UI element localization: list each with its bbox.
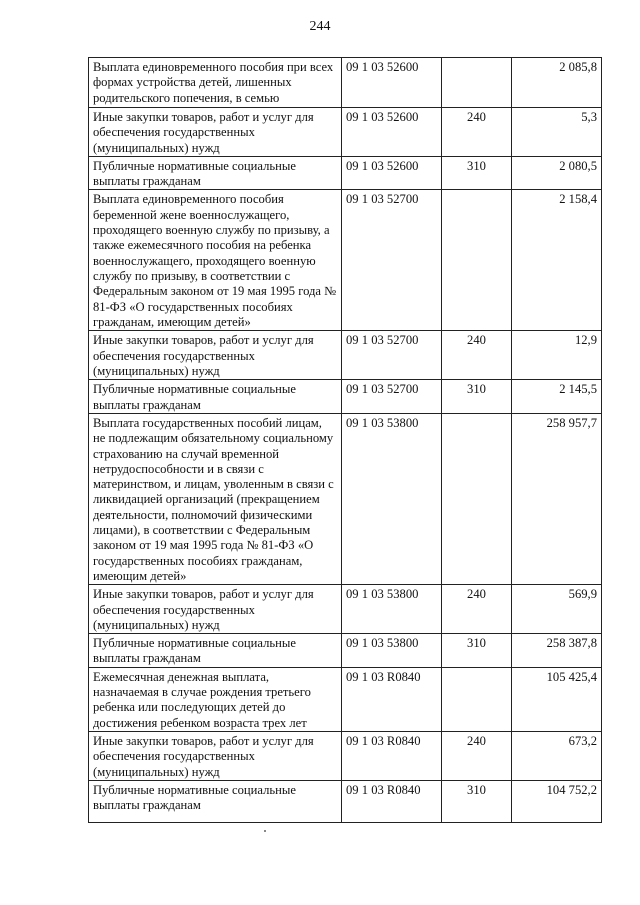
row-sum: 104 752,2 <box>512 780 602 822</box>
row-sum: 673,2 <box>512 731 602 780</box>
table-row <box>89 380 602 414</box>
row-type: 310 <box>442 156 512 190</box>
table-row <box>89 780 602 822</box>
row-code: 09 1 03 R0840 <box>342 667 442 731</box>
row-sum: 258 387,8 <box>512 634 602 668</box>
row-name: Публичные нормативные социальные выплаты гражданам <box>89 156 342 190</box>
page-number: 244 <box>309 19 331 34</box>
row-name: Ежемесячная денежная выплата, назначаемая в случае рождения третьего ребенка или последующих детей до достижения ребенком возраста трех лет <box>89 667 342 731</box>
row-type: 310 <box>442 380 512 414</box>
row-type <box>442 190 512 331</box>
row-sum: 2 080,5 <box>512 156 602 190</box>
table-row <box>89 413 602 584</box>
row-sum: 105 425,4 <box>512 667 602 731</box>
row-type <box>442 667 512 731</box>
row-code: 09 1 03 52600 <box>342 156 442 190</box>
row-type: 240 <box>442 731 512 780</box>
row-sum: 2 158,4 <box>512 190 602 331</box>
table-row <box>89 190 602 331</box>
table-row <box>89 634 602 668</box>
table-row <box>89 156 602 190</box>
row-code: 09 1 03 52700 <box>342 190 442 331</box>
row-type: 240 <box>442 331 512 380</box>
row-sum: 2 145,5 <box>512 380 602 414</box>
table-row <box>89 58 602 108</box>
row-type <box>442 413 512 584</box>
row-name: Выплата государственных пособий лицам, не подлежащим обязательному социальному страхованию на случай временной нетрудоспособности и в связи с материнством, и лицам, уволенным в связи с ликвидацией организаций (прекращением деятельности, полномочий физическими лицами), в соответствии с Федеральным законом от 19 мая 1995 года № 81-ФЗ «О государственных пособиях гражданам, имеющим детей» <box>89 413 342 584</box>
row-name: Выплата единовременного пособия беременной жене военнослужащего, проходящего военную службу по призыву, а также ежемесячного пособия на ребенка военнослужащего, проходящего военную службу по призыву, в соответствии с Федеральным законом от 19 мая 1995 года № 81-ФЗ «О государственных пособиях гражданам, имеющим детей» <box>89 190 342 331</box>
row-code: 09 1 03 53800 <box>342 634 442 668</box>
table-row <box>89 585 602 634</box>
budget-table <box>88 57 602 823</box>
row-name: Иные закупки товаров, работ и услуг для обеспечения государственных (муниципальных) нужд <box>89 585 342 634</box>
row-code: 09 1 03 52700 <box>342 380 442 414</box>
row-type: 240 <box>442 108 512 157</box>
row-code: 09 1 03 53800 <box>342 413 442 584</box>
row-type <box>442 58 512 108</box>
row-sum: 2 085,8 <box>512 58 602 108</box>
row-code: 09 1 03 52600 <box>342 108 442 157</box>
table-row <box>89 667 602 731</box>
row-sum: 258 957,7 <box>512 413 602 584</box>
row-code: 09 1 03 R0840 <box>342 780 442 822</box>
row-type: 310 <box>442 634 512 668</box>
row-sum: 12,9 <box>512 331 602 380</box>
row-type: 310 <box>442 780 512 822</box>
row-code: 09 1 03 52700 <box>342 331 442 380</box>
row-name: Иные закупки товаров, работ и услуг для обеспечения государственных (муниципальных) нужд <box>89 108 342 157</box>
row-code: 09 1 03 53800 <box>342 585 442 634</box>
row-code: 09 1 03 52600 <box>342 58 442 108</box>
row-name: Публичные нормативные социальные выплаты гражданам <box>89 634 342 668</box>
row-name: Иные закупки товаров, работ и услуг для обеспечения государственных (муниципальных) нужд <box>89 731 342 780</box>
row-type: 240 <box>442 585 512 634</box>
row-name: Публичные нормативные социальные выплаты гражданам <box>89 780 342 822</box>
row-name: Выплата единовременного пособия при всех формах устройства детей, лишенных родительского попечения, в семью <box>89 58 342 108</box>
scan-speck <box>264 830 266 832</box>
row-code: 09 1 03 R0840 <box>342 731 442 780</box>
row-name: Публичные нормативные социальные выплаты гражданам <box>89 380 342 414</box>
row-name: Иные закупки товаров, работ и услуг для обеспечения государственных (муниципальных) нужд <box>89 331 342 380</box>
table-row <box>89 731 602 780</box>
table-row <box>89 331 602 380</box>
row-sum: 5,3 <box>512 108 602 157</box>
table-row <box>89 108 602 157</box>
row-sum: 569,9 <box>512 585 602 634</box>
